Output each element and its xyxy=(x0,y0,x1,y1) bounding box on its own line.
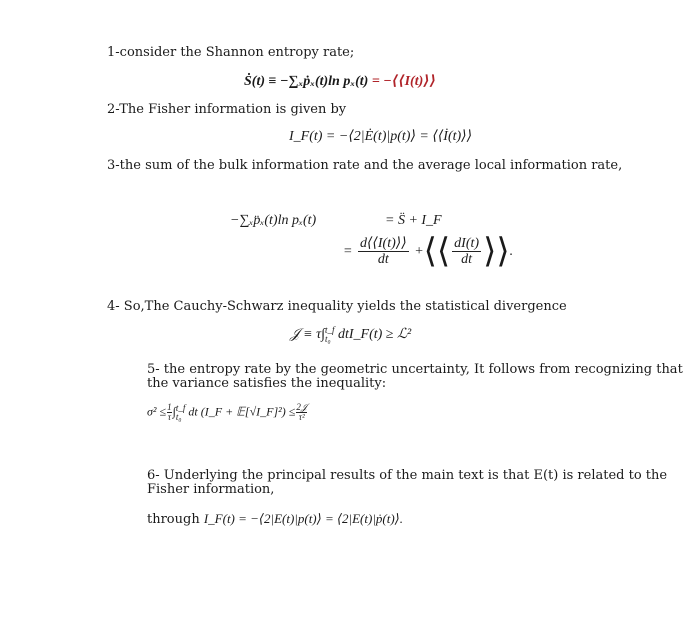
equation-entropy-rate-highlight: = −⟨⟨I(t)⟩⟩ xyxy=(368,74,437,89)
fraction-denominator: τ² xyxy=(298,412,305,422)
fraction-denominator: τ xyxy=(167,412,171,422)
left-angle: ⟨⟨ xyxy=(423,232,451,270)
item-6-text-line3 xyxy=(147,511,403,527)
right-angle: ⟩⟩ xyxy=(483,232,510,270)
item-6-text-line2: Fisher information, xyxy=(147,482,275,497)
item-4-text: 4- So,The Cauchy-Schwarz inequality yields the statistical divergence xyxy=(107,299,567,314)
lower-limit: t₀ xyxy=(324,334,331,344)
equals-sign: = xyxy=(343,244,353,259)
upper-limit: t_f xyxy=(175,402,186,413)
upper-limit: t_f xyxy=(324,325,335,335)
lower-limit: t₀ xyxy=(175,411,182,422)
eq4-lhs: 𝒥 ≡ τ∫ xyxy=(290,327,325,343)
eq4-rhs: dtI_F(t) ≥ ℒ² xyxy=(337,327,412,343)
eq5-lhs: σ² ≤ xyxy=(147,404,167,419)
fraction-denominator: dt xyxy=(461,252,473,268)
equation-entropy-rate-main: Ṡ(t) ≡ −∑ₓṗₓ(t)ln pₓ(t) xyxy=(244,74,369,89)
equation-fisher-information: I_F(t) = −⟨2|Ė(t)|p(t)⟩ = ⟨⟨İ(t)⟩⟩ xyxy=(289,129,473,144)
item-6-text-line1: 6- Underlying the principal results of the main text is that E(t) is related to the xyxy=(147,468,668,483)
equation-divergence xyxy=(290,326,411,344)
item-1-text: 1-consider the Shannon entropy rate; xyxy=(107,45,355,60)
through-label: through xyxy=(147,512,204,527)
fraction-numerator: d⟨⟨I(t)⟩⟩ xyxy=(359,236,407,252)
fraction-numerator: 1 xyxy=(167,402,172,412)
fraction-2j-over-tau2 xyxy=(296,403,307,422)
equation-sum-second-line: = $\frac{d⟨⟨I(t)⟩⟩}{dt}$ +⟨⟨ $\frac{dI(t)}{dt}$ ⟩⟩. xyxy=(343,232,514,270)
equation-energy-relation: I_F(t) = −⟨2|E(t)|p(t)⟩ = ⟨2|E(t)|ṗ(t)⟩. xyxy=(203,511,403,526)
fraction-local xyxy=(452,236,481,267)
item-2-text: 2-The Fisher information is given by xyxy=(107,102,347,117)
eq5-body: dt (I_F + 𝔼[√I_F]²) ≤ xyxy=(188,404,296,419)
fraction-numerator: 2𝒥 xyxy=(296,402,308,412)
equation-variance xyxy=(147,403,308,422)
plus-sign: + xyxy=(414,244,424,259)
fraction-one-over-tau xyxy=(167,403,172,422)
integral-limits xyxy=(325,326,335,344)
integral-limits xyxy=(176,404,186,422)
item-3-text: 3-the sum of the bulk information rate and the average local information rate, xyxy=(107,158,623,173)
item-5-text-line1: 5- the entropy rate by the geometric uncertainty, It follows from recognizing that xyxy=(147,362,683,377)
fraction-numerator: dI(t) xyxy=(454,236,480,252)
item-5-text-line2: the variance satisfies the inequality: xyxy=(147,376,387,391)
equation-sum-right: = S̈ + I_F xyxy=(385,213,442,228)
fraction-denominator: dt xyxy=(377,252,389,268)
integral-sign: ∫ xyxy=(172,404,176,419)
equation-entropy-rate xyxy=(244,74,436,90)
equation-sum-left: −∑ₓp̈ₓ(t)ln pₓ(t) xyxy=(230,213,317,228)
fraction-bulk xyxy=(358,236,409,267)
